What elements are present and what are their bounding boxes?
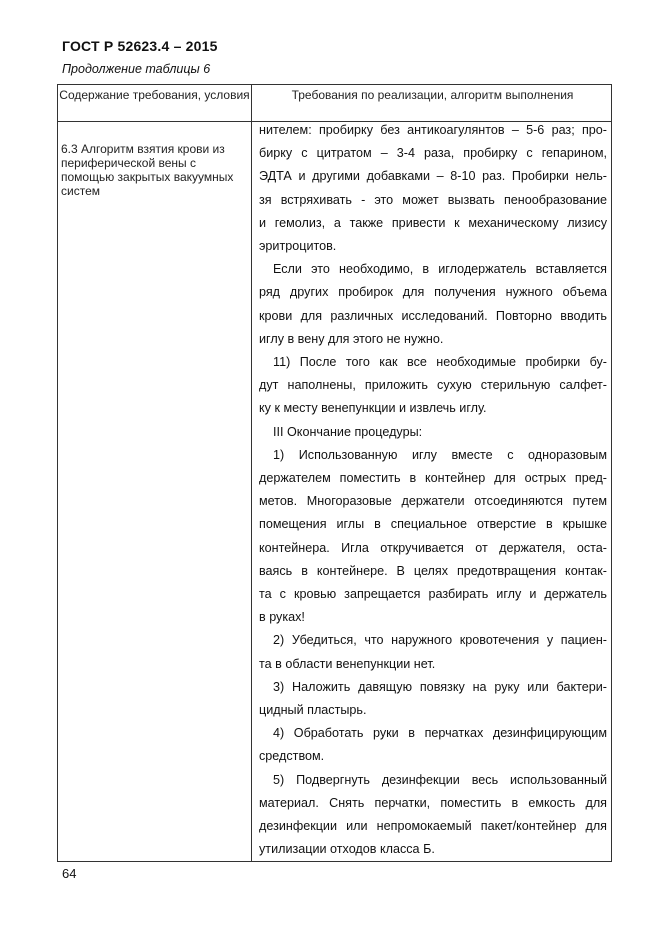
text-line: материал. Снять перчатки, поместить в емкость для [259,795,607,810]
document-title: ГОСТ Р 52623.4 – 2015 [62,38,218,54]
page-number: 64 [62,866,77,881]
table-continuation-caption: Продолжение таблицы 6 [62,62,211,76]
text-line: зя встряхивать - это может вызвать пенообразование [259,192,607,207]
column-header-algorithm: Требования по реализации, алгоритм выполнения [291,88,574,102]
column-divider [251,85,252,861]
text-line: бирку с цитратом – 3-4 раза, пробирку с гепарином, [259,146,607,161]
text-line: ЭДТА и другими добавками – 8-10 раз. Пробирки нель- [259,169,607,184]
text-line: ряд других пробирок для получения нужного объема [259,285,607,300]
text-line: дезинфекции или непромокаемый пакет/контейнер для [259,819,607,834]
algorithm-cell [259,119,607,862]
text-line: та в области венепункции нет. [259,656,436,671]
section-heading: III Окончание процедуры: [273,424,423,439]
text-line: эритроцитов. [259,239,337,254]
text-line: ваясь в контейнере. В целях предотвращения контак- [259,563,607,578]
text-line: Если это необходимо, в иглодержатель вставляется [273,262,607,277]
text-line: 5) Подвергнуть дезинфекции весь использованный [273,772,607,787]
text-line: помещения иглы в специальное отверстие в крышке [259,517,607,532]
requirements-table [57,84,612,862]
text-line: средством. [259,749,325,764]
text-line: крови для различных исследований. Повторно вводить [259,308,607,323]
text-line: контейнера. Игла откручивается от держателя, оста- [259,540,607,555]
requirement-cell: 6.3 Алгоритм взятия крови из периферической вены с помощью закрытых вакуумных систем [61,142,234,198]
text-line: 3) Наложить давящую повязку на руку или бактери- [273,679,607,694]
text-line: держателем поместить в контейнер для острых пред- [259,471,607,486]
text-line: цидный пластырь. [259,703,367,718]
text-line: метов. Многоразовые держатели отсоединяются путем [259,494,607,509]
text-line: дут наполнены, приложить сухую стерильную салфет- [259,378,607,393]
text-line: ку к месту венепункции и извлечь иглу. [259,401,487,416]
text-line: нителем: пробирку без антикоагулянтов – 5-6 раз; про- [259,123,607,137]
text-line: 2) Убедиться, что наружного кровотечения у пациен- [273,633,607,648]
text-line: и гемолиз, а также привести к механическому лизису [259,215,607,230]
text-line: 11) После того как все необходимые пробирки бу- [273,355,607,370]
text-line: утилизации отходов класса Б. [259,842,435,857]
text-line: иглу в вену для этого не нужно. [259,331,444,346]
text-line: та с кровью запрещается разбирать иглу и держатель [259,587,607,602]
text-line: в руках! [259,610,305,625]
text-line: 4) Обработать руки в перчатках дезинфицирующим [273,726,607,741]
text-line: 1) Использованную иглу вместе с одноразовым [273,447,607,462]
column-header-requirement: Содержание требования, условия [59,88,250,102]
